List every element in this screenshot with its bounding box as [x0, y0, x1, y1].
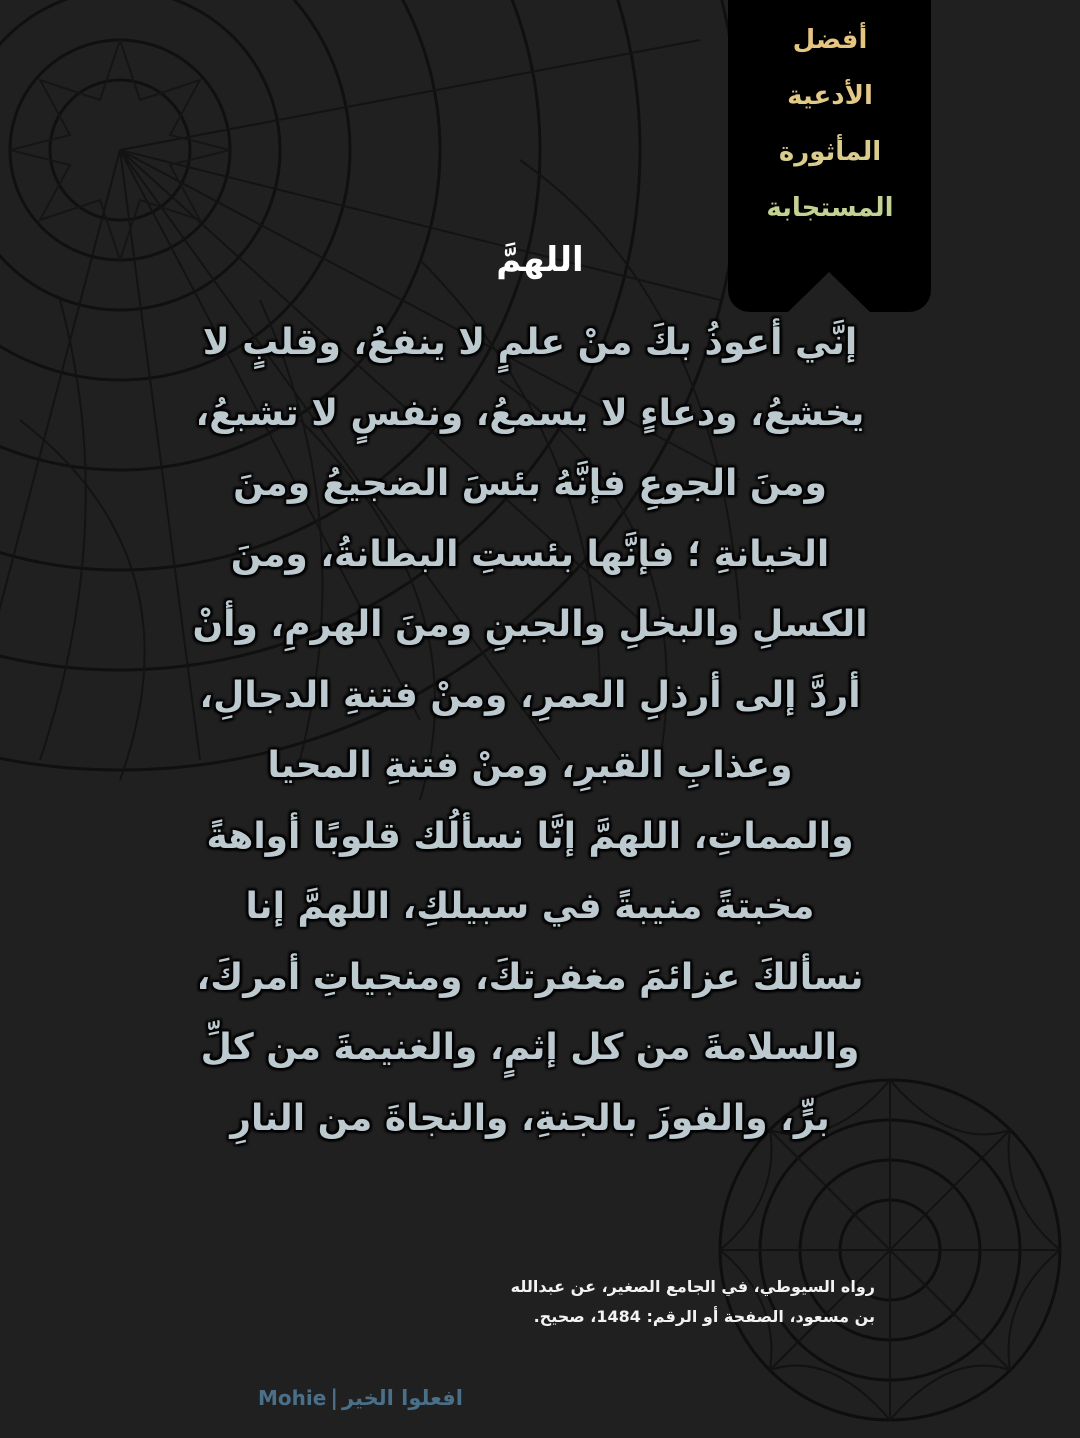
prayer-line-8: والمماتِ، اللهمَّ إنَّا نسألُك قلوبًا أواهةً — [206, 815, 854, 857]
bookmark-title-line-3: المأثورة — [778, 137, 882, 167]
source-line-1: رواه السيوطي، في الجامع الصغير، عن عبدالله — [510, 1277, 875, 1296]
bookmark-title-line-2: الأدعية — [787, 81, 873, 111]
signature-name: Mohie — [258, 1386, 327, 1410]
prayer-line-12: برٍّ، والفوزَ بالجنةِ، والنجاةَ من النارِ — [230, 1097, 830, 1139]
prayer-line-3: ومنَ الجوعِ فإنَّهُ بئسَ الضجيعُ ومنَ — [233, 463, 827, 504]
signature-separator: | — [330, 1386, 338, 1410]
prayer-line-4: الخيانةِ ؛ فإنَّها بئستِ البطانةُ، ومنَ — [230, 533, 830, 575]
bookmark-title-line-1: أفضل — [792, 25, 868, 55]
prayer-line-10: نسألكَ عزائمَ مغفرتكَ، ومنجياتِ أمركَ، — [196, 956, 864, 998]
prayer-line-7: وعذابِ القبرِ، ومنْ فتنةِ المحيا — [267, 745, 793, 786]
prayer-line-1: إنَّي أعوذُ بكَ منْ علمٍ لا ينفعُ، وقلبٍ لا — [202, 322, 858, 363]
prayer-text — [170, 308, 890, 1154]
prayer-line-2: يخشعُ، ودعاءٍ لا يسمعُ، ونفسٍ لا تشبعُ، — [195, 392, 865, 434]
signature — [258, 1380, 463, 1416]
source-line-2: بن مسعود، الصفحة أو الرقم: 1484، صحيح. — [533, 1307, 875, 1326]
prayer-line-9: مخبتةً منيبةً في سبيلكِ، اللهمَّ إنا — [245, 886, 815, 927]
prayer-heading: اللهمَّ — [496, 240, 584, 280]
bookmark-title — [740, 12, 920, 236]
hadith-source — [511, 1272, 875, 1332]
signature-text: افعلوا الخير — [341, 1386, 463, 1410]
prayer-line-6: أردَّ إلى أرذلِ العمرِ، ومنْ فتنةِ الدجالِ، — [199, 674, 861, 716]
prayer-line-11: والسلامةَ من كل إثمٍ، والغنيمةَ من كلِّ — [200, 1027, 860, 1068]
prayer-line-5: الكسلِ والبخلِ والجبنِ ومنَ الهرمِ، وأنْ — [192, 604, 868, 645]
bookmark-title-line-4: المستجابة — [766, 193, 894, 223]
